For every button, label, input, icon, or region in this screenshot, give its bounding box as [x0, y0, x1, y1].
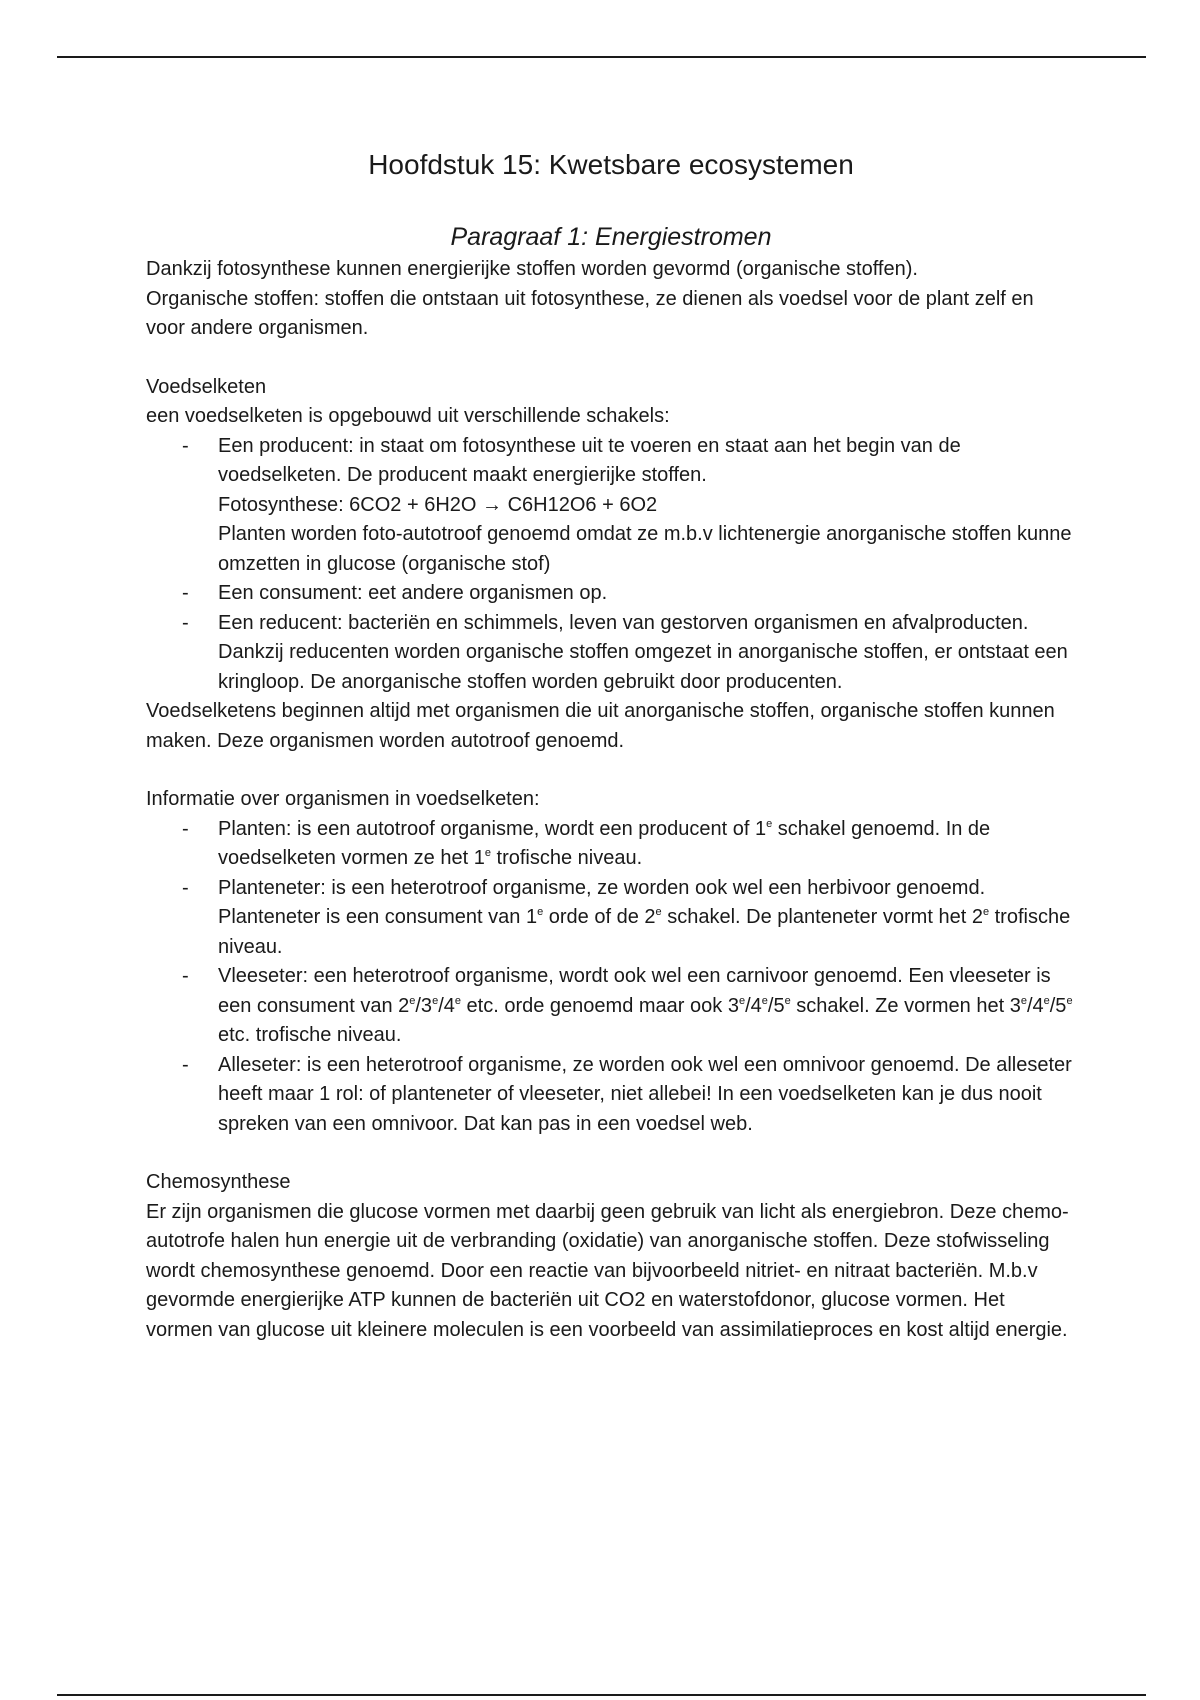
- intro-paragraph: Organische stoffen: stoffen die ontstaan uit fotosynthese, ze dienen als voedsel voor de plant zelf en voor andere organismen.: [146, 287, 1034, 339]
- page-title: Hoofdstuk 15: Kwetsbare ecosystemen: [368, 149, 854, 180]
- list-item: - Planteneter: is een heterotroof organisme, ze worden ook wel een herbivoor genoemd. Planteneter is een consument van 1e orde of de 2e schakel. De planteneter vormt het 2e trofische niveau.: [146, 874, 1076, 963]
- list-item: - Vleeseter: een heterotroof organisme, wordt ook wel een carnivoor genoemd. Een vleeseter is een consument van 2e/3e/4e etc. orde genoemd maar ook 3e/4e/5e schakel. Ze vormen het 3e/4e/5e etc. trofische niveau.: [146, 962, 1076, 1051]
- list-item: - Planten: is een autotroof organisme, wordt een producent of 1e schakel genoemd. In de voedselketen vormen ze het 1e trofische niveau.: [146, 815, 1076, 874]
- spacer: [146, 344, 1076, 373]
- informatie-heading: Informatie over organismen in voedselketen:: [146, 788, 540, 810]
- arrow-icon: →: [482, 493, 503, 516]
- spacer: [146, 756, 1076, 785]
- spacer: [146, 1139, 1076, 1168]
- list-item: - Een producent: in staat om fotosynthese uit te voeren en staat aan het begin van de voedselketen. De producent maakt energierijke stoffen. Fotosynthese: 6CO2 + 6H2O → C6H12O6 + 6O2 Planten worden foto-autotroof genoemd omdat ze m.b.v lichtenergie anorganische stoffen kunne omzetten in glucose (organische stof): [146, 432, 1076, 580]
- voedselketen-heading: Voedselketen: [146, 375, 267, 398]
- formula: Fotosynthese: 6CO2 + 6H2O → C6H12O6 + 6O2: [218, 493, 658, 516]
- section-subtitle: Paragraaf 1: Energiestromen: [450, 223, 772, 251]
- voedselketen-list: [146, 432, 1076, 698]
- chemosynthese-heading: Chemosynthese: [146, 1171, 291, 1193]
- chemosynthese-body: Er zijn organismen die glucose vormen met daarbij geen gebruik van licht als energiebron. Deze chemo-autotrofe halen hun energie uit de verbranding (oxidatie) van anorganische stoffen. Deze stofwisseling wordt chemosynthese genoemd. Door een reactie van bijvoorbeeld nitriet- en nitraat bacteriën. M.b.v gevormde energierijke ATP kunnen de bacteriën uit CO2 en waterstofdonor, glucose vormen. Het vormen van glucose uit kleinere moleculen is een voorbeeld van assimilatieproces en kost altijd energie.: [146, 1200, 1069, 1341]
- footer-rule: [57, 1694, 1146, 1696]
- header-rule: [57, 56, 1146, 58]
- intro-paragraph: Dankzij fotosynthese kunnen energierijke stoffen worden gevormd (organische stoffen).: [146, 258, 918, 280]
- informatie-list: [146, 815, 1076, 1140]
- voedselketen-lead: een voedselketen is opgebouwd uit verschillende schakels:: [146, 405, 670, 427]
- voedselketen-closing: Voedselketens beginnen altijd met organismen die uit anorganische stoffen, organische stoffen kunnen maken. Deze organismen worden autotroof genoemd.: [146, 700, 1055, 752]
- document-page: [146, 145, 1076, 1345]
- list-item: - Een reducent: bacteriën en schimmels, leven van gestorven organismen en afvalproducten. Dankzij reducenten worden organische stoffen omgezet in anorganische stoffen, er ontstaat een kringloop. De anorganische stoffen worden gebruikt door producenten.: [146, 609, 1076, 698]
- list-item: - Een consument: eet andere organismen op.: [146, 579, 1076, 609]
- list-item: - Alleseter: is een heterotroof organisme, ze worden ook wel een omnivoor genoemd. De alleseter heeft maar 1 rol: of planteneter of vleeseter, niet allebei! In een voedselketen kan je dus nooit spreken van een omnivoor. Dat kan pas in een voedsel web.: [146, 1051, 1076, 1140]
